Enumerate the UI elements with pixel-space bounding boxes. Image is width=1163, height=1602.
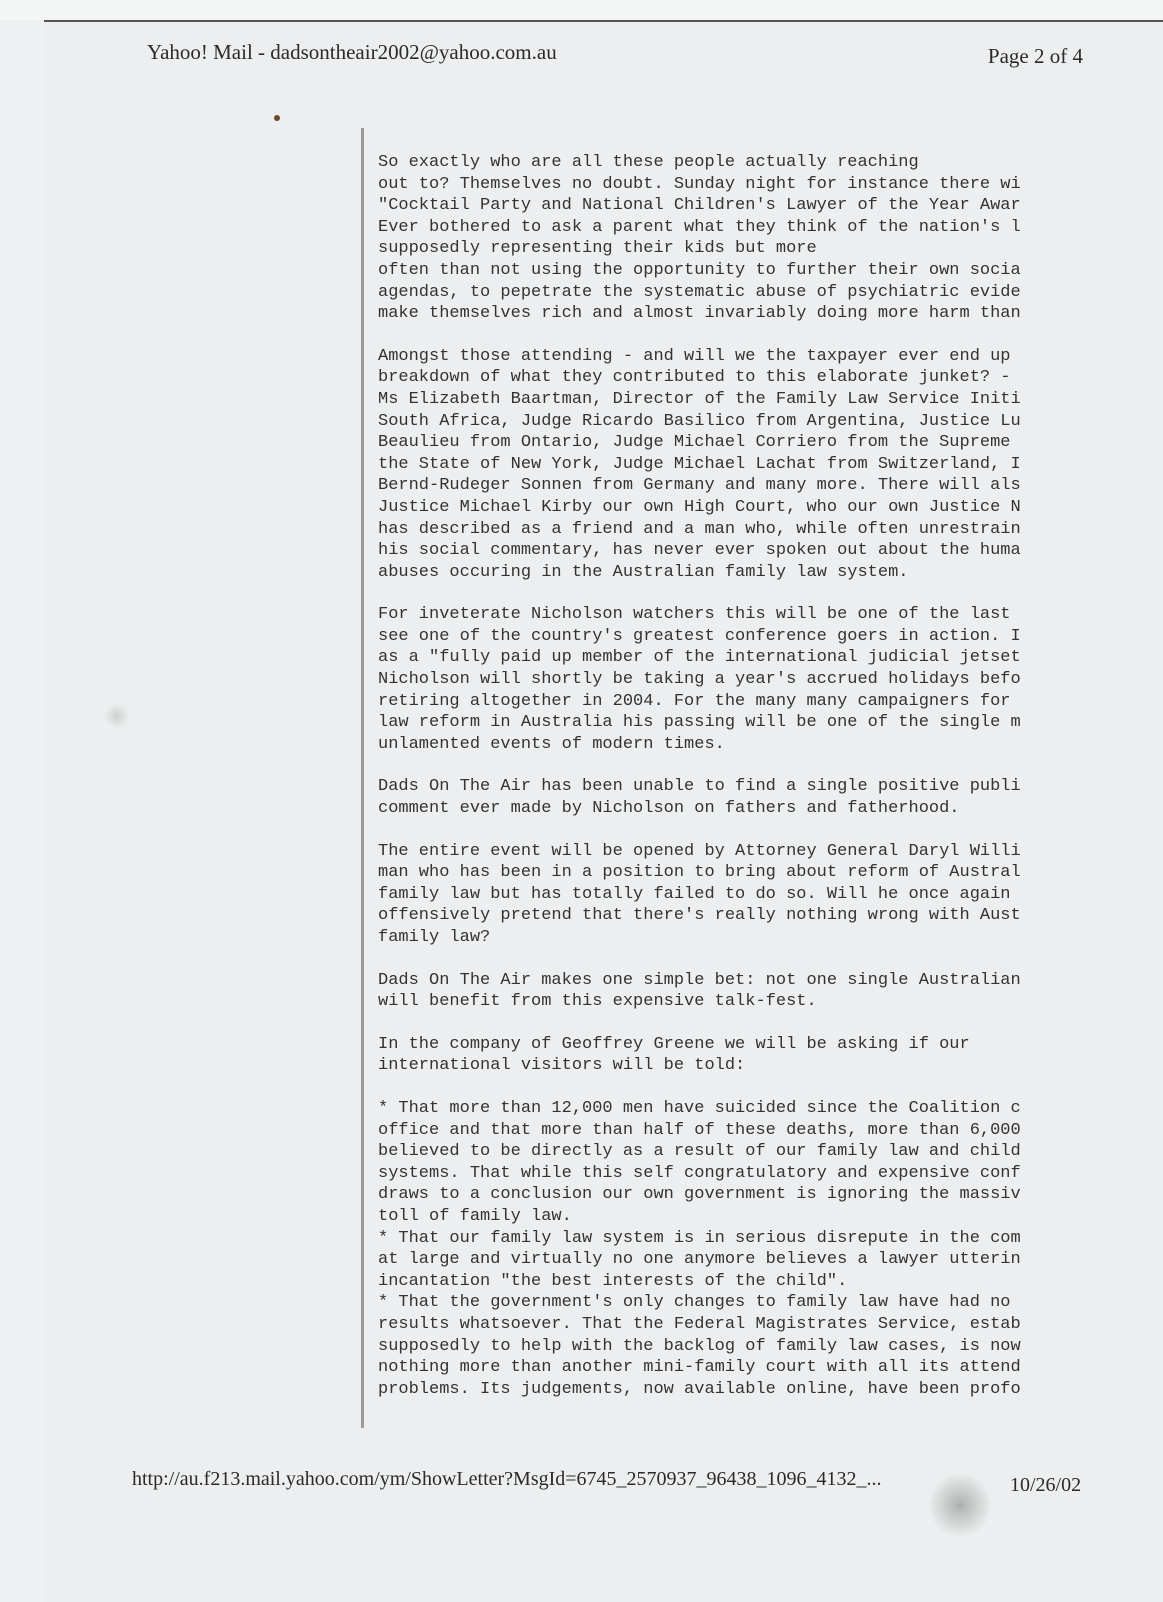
page-number: Page 2 of 4	[987, 44, 1083, 68]
text-line: Justice Michael Kirby our own High Court, who our own Justice N	[378, 497, 1021, 517]
text-line: supposedly representing their kids but more	[378, 239, 817, 259]
paragraph	[378, 1098, 1096, 1400]
paragraph	[378, 841, 1096, 949]
text-line: unlamented events of modern times.	[378, 734, 725, 754]
paragraph	[378, 776, 1096, 819]
text-line: incantation "the best interests of the child".	[378, 1271, 848, 1291]
text-line: * That our family law system is in serious disrepute in the com	[378, 1228, 1021, 1248]
text-line: South Africa, Judge Ricardo Basilico from Argentina, Justice Lu	[378, 411, 1021, 431]
text-line: retiring altogether in 2004. For the many many campaigners for	[378, 691, 1011, 711]
footer-url: http://au.f213.mail.yahoo.com/ym/ShowLetter?MsgId=6745_2570937_96438_1096_4132_...	[132, 1468, 882, 1490]
text-line: Nicholson will shortly be taking a year's accrued holidays befo	[378, 670, 1021, 690]
text-line: In the company of Geoffrey Greene we will be asking if our	[378, 1034, 970, 1054]
text-line: Dads On The Air makes one simple bet: not one single Australian	[378, 970, 1021, 990]
text-line: Beaulieu from Ontario, Judge Michael Corriero from the Supreme	[378, 433, 1011, 453]
ink-speck	[274, 115, 280, 121]
text-line: supposedly to help with the backlog of family law cases, is now	[378, 1336, 1021, 1356]
text-line: out to? Themselves no doubt. Sunday night for instance there wi	[378, 174, 1021, 194]
scan-top-edge	[0, 0, 1163, 20]
text-line: The entire event will be opened by Attorney General Daryl Willi	[378, 841, 1021, 861]
text-line: nothing more than another mini-family court with all its attend	[378, 1358, 1021, 1378]
text-line: For inveterate Nicholson watchers this will be one of the last	[378, 605, 1011, 625]
paragraph	[378, 970, 1096, 1013]
text-line: draws to a conclusion our own government is ignoring the massiv	[378, 1185, 1021, 1205]
text-line: abuses occuring in the Australian family law system.	[378, 562, 909, 582]
text-line: his social commentary, has never ever spoken out about the huma	[378, 541, 1021, 561]
text-line: * That more than 12,000 men have suicided since the Coalition c	[378, 1098, 1021, 1118]
paragraph	[378, 604, 1096, 755]
text-line: offensively pretend that there's really nothing wrong with Aust	[378, 906, 1021, 926]
paragraph	[378, 346, 1096, 584]
text-line: comment ever made by Nicholson on fathers and fatherhood.	[378, 799, 960, 819]
text-line: * That the government's only changes to family law have had no	[378, 1293, 1011, 1313]
text-line: believed to be directly as a result of our family law and child	[378, 1142, 1021, 1162]
text-line: man who has been in a position to bring about reform of Austral	[378, 863, 1021, 883]
text-line: family law?	[378, 928, 491, 947]
text-line: often than not using the opportunity to further their own socia	[378, 260, 1021, 280]
text-line: Ever bothered to ask a parent what they think of the nation's l	[378, 217, 1021, 237]
text-line: results whatsoever. That the Federal Magistrates Service, estab	[378, 1314, 1021, 1334]
text-line: as a "fully paid up member of the international judicial jetset	[378, 648, 1021, 668]
text-line: problems. Its judgements, now available online, have been profo	[378, 1379, 1021, 1399]
header-title: Yahoo! Mail - dadsontheair2002@yahoo.com.au	[147, 40, 557, 64]
text-line: Ms Elizabeth Baartman, Director of the Family Law Service Initi	[378, 389, 1021, 409]
text-line: So exactly who are all these people actually reaching	[378, 153, 919, 172]
text-line: will benefit from this expensive talk-fest.	[378, 992, 817, 1012]
text-line: Bernd-Rudeger Sonnen from Germany and many more. There will als	[378, 476, 1021, 496]
text-line: at large and virtually no one anymore believes a lawyer utterin	[378, 1250, 1021, 1270]
paragraph	[378, 1034, 1096, 1077]
text-line: international visitors will be told:	[378, 1056, 746, 1076]
text-line: family law but has totally failed to do so. Will he once again	[378, 884, 1011, 904]
email-body	[378, 152, 1096, 1412]
text-line: agendas, to pepetrate the systematic abuse of psychiatric evide	[378, 282, 1021, 302]
text-line: law reform in Australia his passing will be one of the single m	[378, 713, 1021, 733]
ink-smudge	[930, 1470, 990, 1540]
text-line: toll of family law.	[378, 1206, 572, 1226]
text-line: office and that more than half of these deaths, more than 6,000	[378, 1120, 1021, 1140]
text-line: see one of the country's greatest conference goers in action. I	[378, 626, 1021, 646]
footer-date: 10/26/02	[1010, 1474, 1082, 1496]
text-line: breakdown of what they contributed to this elaborate junket? -	[378, 368, 1011, 388]
quote-bar	[361, 128, 364, 1428]
text-line: Amongst those attending - and will we the taxpayer ever end up	[378, 346, 1011, 366]
scan-blemish	[104, 704, 130, 728]
text-line: has described as a friend and a man who, while often unrestrain	[378, 519, 1021, 539]
text-line: "Cocktail Party and National Children's Lawyer of the Year Awar	[378, 196, 1021, 216]
text-line: systems. That while this self congratulatory and expensive conf	[378, 1163, 1021, 1183]
text-line: Dads On The Air has been unable to find a single positive publi	[378, 777, 1021, 797]
paragraph	[378, 152, 1096, 325]
text-line: the State of New York, Judge Michael Lachat from Switzerland, I	[378, 454, 1021, 474]
text-line: make themselves rich and almost invariably doing more harm than	[378, 304, 1021, 324]
